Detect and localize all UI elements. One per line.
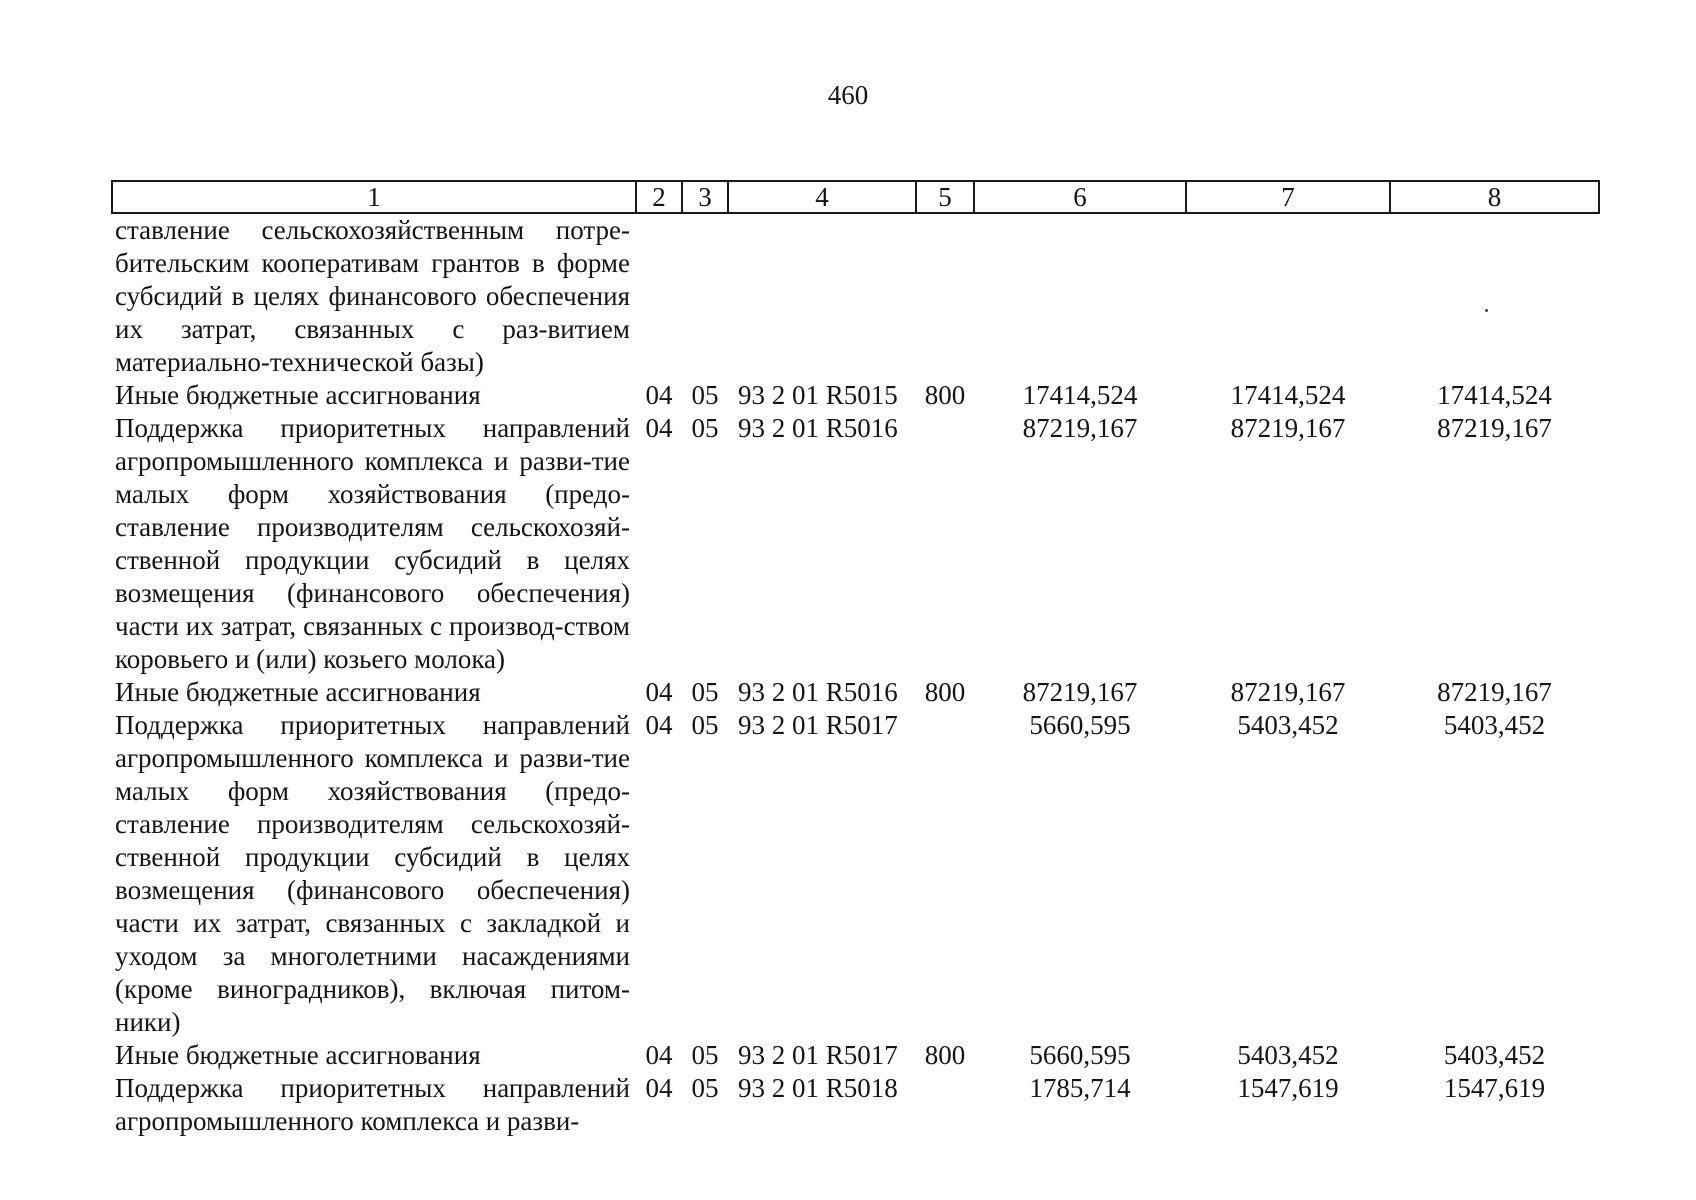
- row-section: 04: [645, 677, 673, 707]
- header-col-3: 3: [682, 181, 728, 213]
- row-subsection: 05: [691, 380, 719, 410]
- row-sum-col8: 17414,524: [1437, 380, 1552, 410]
- row-expense-type: [916, 1072, 974, 1138]
- row-target-article: 93 2 01 R5015: [738, 380, 898, 410]
- table-row: [112, 676, 1599, 709]
- header-col-7: 7: [1186, 181, 1390, 213]
- table-row: [112, 379, 1599, 412]
- row-section: [636, 213, 682, 379]
- header-col-8: 8: [1390, 181, 1599, 213]
- row-subsection: 05: [691, 1073, 719, 1103]
- row-expense-type: [916, 412, 974, 676]
- row-sum-col6: 87219,167: [1022, 677, 1138, 707]
- row-sum-col6: 5660,595: [1029, 1040, 1131, 1070]
- row-name: ставление сельскохозяйственным потре-бительским кооперативам грантов в форме субсидий в целях финансового обеспечения их затрат, связанных с раз-витием материально-технической базы): [115, 215, 630, 377]
- header-row: [112, 181, 1599, 213]
- row-sum-col7: 5403,452: [1237, 710, 1339, 740]
- row-target-article: 93 2 01 R5017: [738, 710, 898, 740]
- row-sum-col8: 1547,619: [1443, 1073, 1546, 1103]
- row-subsection: 05: [691, 677, 719, 707]
- table-row: [112, 1039, 1599, 1072]
- header-col-1: 1: [112, 181, 636, 213]
- row-name: Иные бюджетные ассигнования: [115, 677, 481, 707]
- row-target-article: [728, 213, 916, 379]
- row-sum-col8: 5403,452: [1443, 710, 1546, 740]
- row-target-article: 93 2 01 R5016: [738, 677, 898, 707]
- budget-table: [111, 180, 1600, 1138]
- row-section: 04: [645, 380, 673, 410]
- row-sum-col6: 1785,714: [1029, 1073, 1131, 1103]
- row-subsection: [682, 213, 728, 379]
- row-subsection: 05: [691, 710, 719, 740]
- row-sum-col7: 87219,167: [1230, 677, 1346, 707]
- row-sum-col7: 87219,167: [1230, 413, 1346, 443]
- row-name: Иные бюджетные ассигнования: [115, 380, 481, 410]
- row-sum-col8: [1390, 213, 1599, 379]
- row-name: Иные бюджетные ассигнования: [115, 1040, 481, 1070]
- row-subsection: 05: [691, 413, 719, 443]
- row-sum-col7: 5403,452: [1237, 1040, 1339, 1070]
- row-section: 04: [645, 710, 673, 740]
- row-subsection: 05: [691, 1040, 719, 1070]
- row-name: Поддержка приоритетных направлений агропромышленного комплекса и разви-тие малых форм хозяйствования (предо-ставление производителям сельскохозяй-ственной продукции субсидий в целях возмещения (финансового обеспечения) части их затрат, связанных с закладкой и уходом за многолетними насаждениями (кроме виноградников), включая питом-ники): [115, 710, 630, 1037]
- table-body: [112, 213, 1599, 1138]
- header-col-2: 2: [636, 181, 682, 213]
- table-row: [112, 1072, 1599, 1138]
- row-expense-type: 800: [924, 1040, 966, 1070]
- table-row: [112, 412, 1599, 676]
- row-expense-type: [916, 213, 974, 379]
- row-name: Поддержка приоритетных направлений агропромышленного комплекса и разви-тие малых форм хозяйствования (предо-ставление производителям сельскохозяй-ственной продукции субсидий в целях возмещения (финансового обеспечения) части их затрат, связанных с производ-ством коровьего и (или) козьего молока): [115, 413, 630, 674]
- scan-speck: [1485, 309, 1488, 312]
- header-col-4: 4: [728, 181, 916, 213]
- row-expense-type: 800: [924, 380, 966, 410]
- row-target-article: 93 2 01 R5018: [738, 1073, 898, 1103]
- row-section: 04: [645, 413, 673, 443]
- row-section: 04: [645, 1073, 673, 1103]
- row-sum-col8: 87219,167: [1437, 677, 1552, 707]
- row-sum-col6: 17414,524: [1022, 380, 1138, 410]
- header-col-6: 6: [974, 181, 1186, 213]
- header-col-5: 5: [916, 181, 974, 213]
- row-sum-col8: 5403,452: [1443, 1040, 1546, 1070]
- row-sum-col8: 87219,167: [1437, 413, 1552, 443]
- table-row: [112, 709, 1599, 1039]
- table-header: [112, 181, 1599, 213]
- table-row: [112, 213, 1599, 379]
- row-sum-col7: [1186, 213, 1390, 379]
- row-name: Поддержка приоритетных направлений агропромышленного комплекса и разви-: [115, 1073, 630, 1136]
- row-sum-col7: 1547,619: [1237, 1073, 1339, 1103]
- row-sum-col6: 87219,167: [1022, 413, 1138, 443]
- row-target-article: 93 2 01 R5017: [738, 1040, 898, 1070]
- row-sum-col7: 17414,524: [1230, 380, 1346, 410]
- row-section: 04: [645, 1040, 673, 1070]
- row-target-article: 93 2 01 R5016: [738, 413, 898, 443]
- row-sum-col6: [974, 213, 1186, 379]
- page-number: 460: [827, 80, 869, 110]
- row-expense-type: [916, 709, 974, 1039]
- row-expense-type: 800: [924, 677, 966, 707]
- row-sum-col6: 5660,595: [1029, 710, 1131, 740]
